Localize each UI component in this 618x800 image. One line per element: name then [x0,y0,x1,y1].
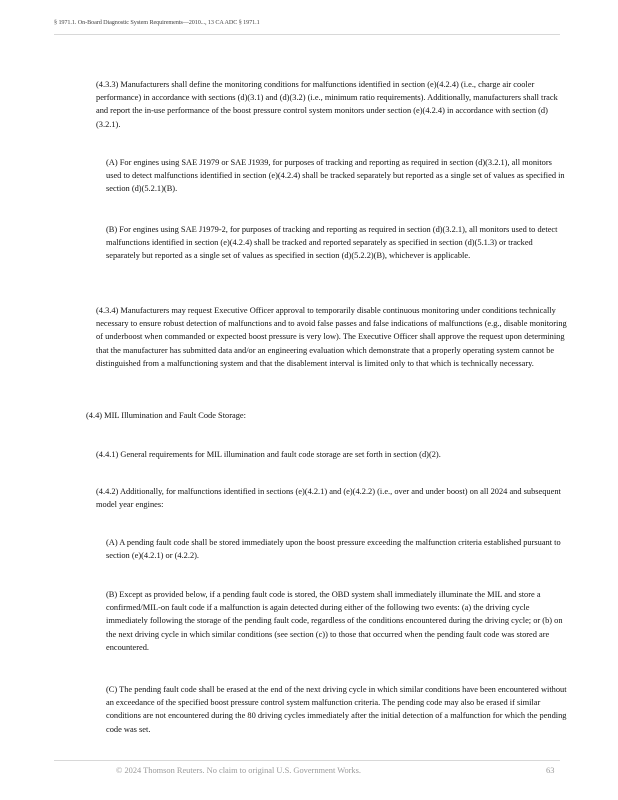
paragraph-4-4-2-b: (B) Except as provided below, if a pending fault code is stored, the OBD system shall immediately illuminate the MIL and store a confirmed/MIL-on fault code if a malfunction is again detected during either of the following two events: (a) the driving cycle immediately following the storage of the pending fault code, regardless of the conditions encountered during the driving cycle; or (b) on the next driving cycle in which similar conditions (see section (c)) to those that occurred when the pending fault code was stored are encountered. [106,590,563,652]
paragraph-4-3-4: (4.3.4) Manufacturers may request Executive Officer approval to temporarily disable continuous monitoring under conditions technically necessary to ensure robust detection of malfunctions and to avoid false passes and false indications of malfunctions (e.g., disable monitoring of underboost when commanded or expected boost pressure is very low). The Executive Officer shall approve the request upon determining that the manufacturer has submitted data and/or an engineering evaluation which demonstrate that a properly operating system cannot be distinguished from a malfunctioning system and that the disablement interval is limited only to that which is technically necessary. [96,306,567,368]
footer-divider [54,760,560,761]
running-header: § 1971.1. On-Board Diagnostic System Requirements—2010..., 13 CA ADC § 1971.1 [54,19,260,26]
paragraph-4-4-2: (4.4.2) Additionally, for malfunctions identified in sections (e)(4.2.1) and (e)(4.2.2) (i.e., over and under boost) on all 2024 and subsequent model year engines: [96,487,561,510]
paragraph-4-3-3: (4.3.3) Manufacturers shall define the monitoring conditions for malfunctions identified in section (e)(4.2.4) (i.e., charge air cooler performance) in accordance with sections (d)(3.1) and (d)(3.2) (i.e., minimum ratio requirements). Additionally, manufacturers shall track and report the in-use performance of the boost pressure control system monitors under section (e)(4.2.4) in accordance with section (d)(3.2.1). [96,80,558,129]
section-heading-4-4: (4.4) MIL Illumination and Fault Code Storage: [86,411,246,420]
paragraph-4-4-1: (4.4.1) General requirements for MIL illumination and fault code storage are set forth in section (d)(2). [96,450,441,459]
paragraph-4-4-2-a: (A) A pending fault code shall be stored immediately upon the boost pressure exceeding the malfunction criteria established pursuant to section (e)(4.2.1) or (4.2.2). [106,538,561,561]
paragraph-4-4-2-c: (C) The pending fault code shall be erased at the end of the next driving cycle in which similar conditions have been encountered without an exceedance of the specified boost pressure control system malfunction criteria. The pending code may also be erased if similar conditions are not encountered during the 80 driving cycles immediately after the initial detection of a malfunction for which the pending code was set. [106,685,567,734]
paragraph-4-3-3-b: (B) For engines using SAE J1979-2, for purposes of tracking and reporting as required in section (d)(3.2.1), all monitors used to detect malfunctions identified in section (e)(4.2.4) shall be tracked and reported separately as specified in section (d)(5.1.3) or tracked separately but reported as a single set of values as specified in section (d)(5.2.2)(B), whichever is applicable. [106,225,558,261]
header-divider [54,34,560,35]
page-number: 63 [546,766,555,775]
paragraph-4-3-3-a: (A) For engines using SAE J1979 or SAE J1939, for purposes of tracking and reporting as required in section (d)(3.2.1), all monitors used to detect malfunctions identified in section (e)(4.2.4) shall be tracked separately but reported as a single set of values as specified in section (d)(5.2.1)(B). [106,158,565,194]
footer-copyright: © 2024 Thomson Reuters. No claim to original U.S. Government Works. [116,766,361,775]
